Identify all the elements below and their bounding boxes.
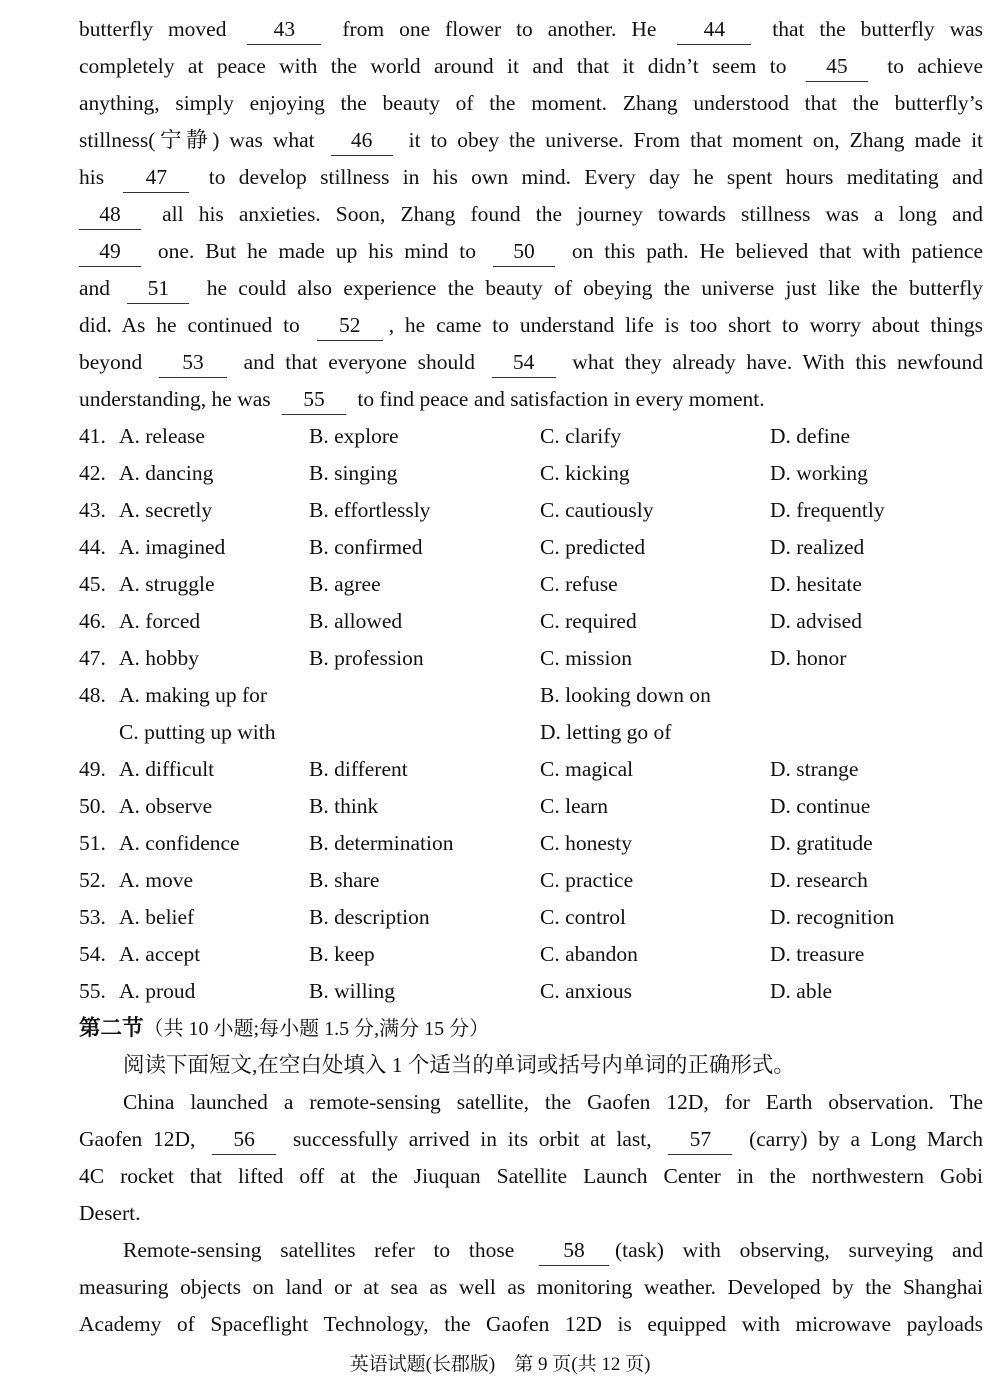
- question-number: 53.: [79, 905, 106, 929]
- passage-line: [79, 159, 983, 196]
- option-row: [79, 566, 983, 603]
- option-row: [79, 899, 983, 936]
- passage-text: what they already have. With this newfound: [572, 350, 984, 374]
- passage-text: successfully arrived in its orbit at last,: [292, 1127, 652, 1151]
- blank-53[interactable]: 53: [159, 348, 227, 378]
- passage-line: [79, 48, 983, 85]
- option-c[interactable]: C. predicted: [540, 535, 646, 559]
- passage-text: it to obey the universe. From that moment on, Zhang made it: [408, 128, 984, 152]
- option-b[interactable]: B. effortlessly: [309, 498, 431, 522]
- option-d[interactable]: D. continue: [770, 794, 871, 818]
- blank-47[interactable]: 47: [123, 163, 189, 193]
- passage-text: on this path. He believed that with patience: [571, 239, 984, 263]
- page-footer: 英语试题(长郡版) 第 9 页(共 12 页): [349, 1354, 651, 1375]
- passage-text: understanding, he was: [79, 387, 271, 411]
- option-a[interactable]: A. dancing: [119, 461, 214, 485]
- option-b[interactable]: B. allowed: [309, 609, 403, 633]
- option-c[interactable]: C. refuse: [540, 572, 618, 596]
- passage-text: from one flower to another. He: [342, 17, 657, 41]
- option-b[interactable]: B. determination: [309, 831, 454, 855]
- option-a[interactable]: A. proud: [119, 979, 196, 1003]
- passage-line: [79, 122, 983, 159]
- option-b[interactable]: B. description: [309, 905, 430, 929]
- option-b[interactable]: B. confirmed: [309, 535, 423, 559]
- passage-text: to find peace and satisfaction in every moment.: [357, 387, 765, 411]
- option-d[interactable]: D. working: [770, 461, 868, 485]
- option-row: [79, 862, 983, 899]
- question-number: 44.: [79, 535, 106, 559]
- option-b[interactable]: B. different: [309, 757, 408, 781]
- option-c[interactable]: C. required: [540, 609, 637, 633]
- option-a[interactable]: A. confidence: [119, 831, 240, 855]
- question-number: 54.: [79, 942, 106, 966]
- passage-text: all his anxieties. Soon, Zhang found the journey towards stillness was a long and: [162, 202, 983, 226]
- option-d[interactable]: D. research: [770, 868, 868, 892]
- passage-line: [79, 1121, 983, 1158]
- passage-text: (task) with observing, surveying and: [614, 1238, 983, 1262]
- option-row: [79, 640, 983, 677]
- option-a[interactable]: A. difficult: [119, 757, 215, 781]
- option-row: [79, 751, 983, 788]
- option-d[interactable]: D. hesitate: [770, 572, 862, 596]
- option-d[interactable]: D. define: [770, 424, 850, 448]
- passage-text: anything, simply enjoying the beauty of the moment. Zhang understood that the butterfly’s: [79, 91, 983, 115]
- option-row: [79, 418, 983, 455]
- passage-text: one. But he made up his mind to: [157, 239, 477, 263]
- option-c[interactable]: C. mission: [540, 646, 632, 670]
- option-c[interactable]: C. practice: [540, 868, 634, 892]
- option-b[interactable]: B. explore: [309, 424, 399, 448]
- option-c[interactable]: C. putting up with: [119, 720, 276, 744]
- passage-line: [123, 1232, 983, 1269]
- question-number: 51.: [79, 831, 106, 855]
- passage-line: Academy of Spaceflight Technology, the Gaofen 12D is equipped with microwave payloads: [79, 1312, 983, 1336]
- question-number: 47.: [79, 646, 106, 670]
- option-a[interactable]: A. imagined: [119, 535, 226, 559]
- option-d[interactable]: D. honor: [770, 646, 847, 670]
- blank-48[interactable]: 48: [79, 200, 141, 230]
- passage-line: [79, 233, 983, 270]
- section-title: 第二节: [79, 1016, 144, 1040]
- option-a[interactable]: A. hobby: [119, 646, 200, 670]
- passage-text: his: [79, 165, 105, 189]
- question-number: 55.: [79, 979, 106, 1003]
- passage-line: [79, 307, 983, 344]
- passage-text: Remote-sensing satellites refer to those: [123, 1238, 515, 1262]
- option-a[interactable]: A. forced: [119, 609, 201, 633]
- blank-58[interactable]: 58: [539, 1236, 609, 1266]
- option-row: [79, 825, 983, 862]
- passage-text: and that everyone should: [243, 350, 475, 374]
- blank-55[interactable]: 55: [282, 385, 346, 415]
- option-a[interactable]: A. making up for: [119, 683, 268, 707]
- passage-text: did. As he continued to: [79, 313, 300, 337]
- passage-line: [79, 196, 983, 233]
- option-b[interactable]: B. profession: [309, 646, 424, 670]
- option-row-48: [79, 677, 983, 714]
- section-note: （共 10 小题;每小题 1.5 分,满分 15 分）: [143, 1018, 490, 1040]
- passage-text: Gaofen 12D,: [79, 1127, 196, 1151]
- option-a[interactable]: A. observe: [119, 794, 213, 818]
- option-b[interactable]: B. looking down on: [540, 683, 711, 707]
- option-row: [79, 455, 983, 492]
- passage-line: [79, 344, 983, 381]
- passage-text: butterfly moved: [79, 17, 227, 41]
- blank-50[interactable]: 50: [493, 237, 555, 267]
- blank-46[interactable]: 46: [331, 126, 393, 156]
- passage-line: China launched a remote-sensing satellite, the Gaofen 12D, for Earth observation. The: [123, 1090, 983, 1114]
- option-c[interactable]: C. cautiously: [540, 498, 654, 522]
- passage-line: Desert.: [79, 1201, 141, 1225]
- question-number: 41.: [79, 424, 106, 448]
- option-b[interactable]: B. willing: [309, 979, 396, 1003]
- option-d[interactable]: D. treasure: [770, 942, 865, 966]
- option-c[interactable]: C. honesty: [540, 831, 632, 855]
- question-number: 50.: [79, 794, 106, 818]
- option-d[interactable]: D. advised: [770, 609, 862, 633]
- question-number: 46.: [79, 609, 106, 633]
- blank-54[interactable]: 54: [492, 348, 556, 378]
- passage-text: beyond: [79, 350, 143, 374]
- passage-line: 4C rocket that lifted off at the Jiuquan Satellite Launch Center in the northwestern Gobi: [79, 1164, 983, 1188]
- blank-49[interactable]: 49: [79, 237, 141, 267]
- blank-45[interactable]: 45: [806, 52, 868, 82]
- option-d[interactable]: D. letting go of: [540, 720, 672, 744]
- option-c[interactable]: C. magical: [540, 757, 634, 781]
- option-c[interactable]: C. kicking: [540, 461, 630, 485]
- question-number: 45.: [79, 572, 106, 596]
- question-number: 43.: [79, 498, 106, 522]
- option-a[interactable]: A. belief: [119, 905, 195, 929]
- option-row-48-cont: [79, 714, 983, 751]
- option-d[interactable]: D. strange: [770, 757, 859, 781]
- option-b[interactable]: B. share: [309, 868, 380, 892]
- passage-line: measuring objects on land or at sea as well as monitoring weather. Developed by the Shanghai: [79, 1275, 983, 1299]
- blank-52[interactable]: 52: [317, 311, 383, 341]
- option-a[interactable]: A. struggle: [119, 572, 215, 596]
- option-row: [79, 936, 983, 973]
- option-c[interactable]: C. control: [540, 905, 626, 929]
- option-a[interactable]: A. move: [119, 868, 194, 892]
- option-d[interactable]: D. frequently: [770, 498, 885, 522]
- passage-text: , he came to understand life is too short to worry about things: [388, 313, 983, 337]
- passage-text: (carry) by a Long March: [749, 1127, 984, 1151]
- option-d[interactable]: D. gratitude: [770, 831, 873, 855]
- option-row: [79, 492, 983, 529]
- question-number: 48.: [79, 683, 106, 707]
- blank-51[interactable]: 51: [127, 274, 189, 304]
- section-heading: [79, 1010, 983, 1047]
- instruction: 阅读下面短文,在空白处填入 1 个适当的单词或括号内单词的正确形式。: [123, 1053, 795, 1077]
- option-b[interactable]: B. think: [309, 794, 379, 818]
- option-c[interactable]: C. clarify: [540, 424, 622, 448]
- passage-text: to achieve: [887, 54, 984, 78]
- blank-57[interactable]: 57: [668, 1125, 732, 1155]
- option-b[interactable]: B. singing: [309, 461, 398, 485]
- blank-43[interactable]: 43: [247, 15, 321, 45]
- option-d[interactable]: D. realized: [770, 535, 865, 559]
- passage-line: [79, 11, 983, 48]
- passage-line: [79, 381, 983, 418]
- option-c[interactable]: C. abandon: [540, 942, 638, 966]
- question-number: 42.: [79, 461, 106, 485]
- option-d[interactable]: D. recognition: [770, 905, 895, 929]
- passage-text: stillness(宁静) was what: [79, 128, 315, 152]
- passage-text: completely at peace with the world around it and that it didn’t seem to: [79, 54, 787, 78]
- option-row: [79, 603, 983, 640]
- passage-text: that the butterfly was: [772, 17, 984, 41]
- option-c[interactable]: C. learn: [540, 794, 609, 818]
- option-a[interactable]: A. release: [119, 424, 205, 448]
- question-number: 49.: [79, 757, 106, 781]
- passage-text: and: [79, 276, 111, 300]
- blank-56[interactable]: 56: [212, 1125, 276, 1155]
- passage-text: to develop stillness in his own mind. Every day he spent hours meditating and: [208, 165, 984, 189]
- question-number: 52.: [79, 868, 106, 892]
- passage-line: [79, 85, 983, 122]
- blank-44[interactable]: 44: [677, 15, 751, 45]
- option-a[interactable]: A. accept: [119, 942, 201, 966]
- option-row: [79, 973, 983, 1010]
- option-c[interactable]: C. anxious: [540, 979, 632, 1003]
- passage-text: he could also experience the beauty of obeying the universe just like the butterfly: [206, 276, 984, 300]
- option-b[interactable]: B. keep: [309, 942, 375, 966]
- option-a[interactable]: A. secretly: [119, 498, 213, 522]
- option-d[interactable]: D. able: [770, 979, 833, 1003]
- option-row: [79, 788, 983, 825]
- passage-line: [79, 270, 983, 307]
- option-b[interactable]: B. agree: [309, 572, 381, 596]
- option-row: [79, 529, 983, 566]
